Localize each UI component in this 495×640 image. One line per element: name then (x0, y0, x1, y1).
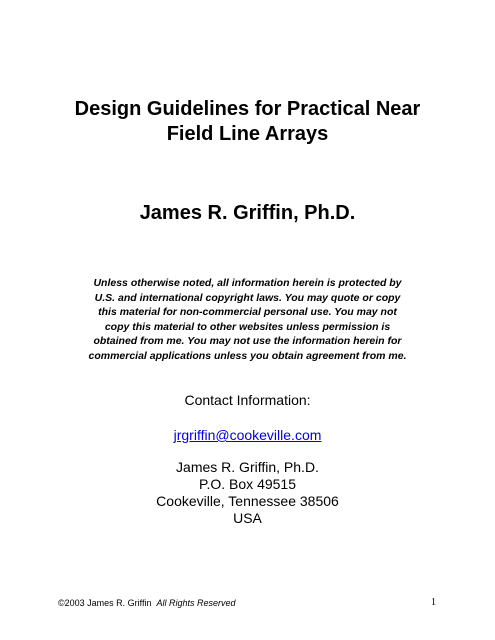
page-number: 1 (431, 597, 436, 608)
footer-copyright (58, 597, 236, 609)
notice-line: copy this material to other websites unless permission is (104, 320, 391, 333)
contact-label: Contact Information: (184, 392, 311, 408)
author-name: James R. Griffin, Ph.D. (139, 202, 356, 224)
title-line-2: Field Line Arrays (166, 123, 329, 145)
address-line: USA (233, 510, 262, 526)
notice-line: U.S. and international copyright laws. You may quote or copy (94, 291, 401, 304)
notice-line: Unless otherwise noted, all information herein is protected by (93, 277, 402, 289)
notice-line: this material for non-commercial personal use. You may not (98, 306, 397, 318)
email-line (40, 426, 455, 444)
address-line: Cookeville, Tennessee 38506 (156, 493, 339, 509)
address-line: James R. Griffin, Ph.D. (176, 459, 319, 475)
notice-line: obtained from me. You may not use the information herein for (93, 335, 402, 347)
email-link[interactable]: jrgriffin@cookeville.com (173, 427, 322, 443)
copyright-text: ©2003 James R. Griffin (58, 598, 152, 608)
rights-text: All Rights Reserved (156, 598, 236, 608)
document-title (40, 97, 455, 147)
notice-line: commercial applications unless you obtain agreement from me. (88, 349, 407, 362)
address-line: P.O. Box 49515 (198, 476, 297, 492)
copyright-notice (70, 276, 425, 363)
mailing-address (40, 459, 455, 527)
title-line-1: Design Guidelines for Practical Near (74, 98, 421, 120)
page-footer (58, 597, 436, 609)
